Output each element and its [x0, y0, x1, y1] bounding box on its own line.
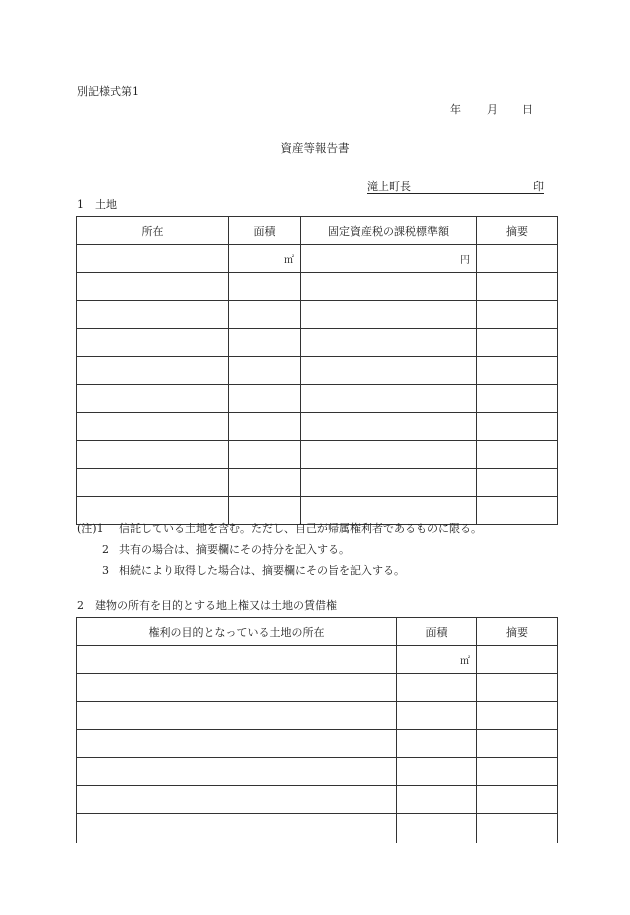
leasehold-section-heading: 2 建物の所有を目的とする地上権又は土地の賃借権	[77, 599, 337, 612]
land-location-cell[interactable]	[77, 758, 397, 786]
remarks-cell[interactable]	[477, 329, 558, 357]
tax-base-cell[interactable]	[301, 385, 477, 413]
area-cell[interactable]	[397, 814, 477, 843]
location-cell[interactable]	[77, 497, 229, 525]
area-unit-label: ㎡	[284, 255, 294, 266]
location-cell[interactable]	[77, 441, 229, 469]
tax-base-cell[interactable]	[301, 329, 477, 357]
remarks-cell[interactable]	[477, 730, 558, 758]
land-location-cell[interactable]	[77, 702, 397, 730]
remarks-cell[interactable]	[477, 441, 558, 469]
note-number: (注)1	[77, 522, 104, 535]
table-row	[77, 329, 558, 357]
remarks-cell[interactable]	[477, 273, 558, 301]
land-location-cell[interactable]	[77, 786, 397, 814]
table-row	[77, 469, 558, 497]
land-location-cell[interactable]	[77, 646, 397, 674]
area-cell[interactable]	[229, 441, 301, 469]
remarks-cell[interactable]	[477, 646, 558, 674]
land-location-cell[interactable]	[77, 730, 397, 758]
remarks-cell[interactable]	[477, 758, 558, 786]
note-text: 共有の場合は、摘要欄にその持分を記入する。	[119, 543, 350, 556]
column-header-location: 所在	[77, 217, 229, 245]
table-row	[77, 786, 558, 814]
table-row	[77, 758, 558, 786]
table-row	[77, 357, 558, 385]
location-cell[interactable]	[77, 413, 229, 441]
column-header-remarks: 摘要	[477, 618, 558, 646]
remarks-cell[interactable]	[477, 413, 558, 441]
remarks-cell[interactable]	[477, 357, 558, 385]
leasehold-table	[76, 617, 558, 843]
area-cell[interactable]	[397, 702, 477, 730]
yen-unit-label: 円	[460, 255, 470, 266]
note-text: 相続により取得した場合は、摘要欄にその旨を記入する。	[119, 564, 405, 577]
area-cell[interactable]	[397, 730, 477, 758]
table-row	[77, 273, 558, 301]
column-header-remarks: 摘要	[477, 217, 558, 245]
table-row	[77, 702, 558, 730]
area-cell[interactable]	[229, 497, 301, 525]
land-location-cell[interactable]	[77, 814, 397, 843]
area-cell[interactable]	[229, 413, 301, 441]
remarks-cell[interactable]	[477, 786, 558, 814]
date-month-label: 月	[487, 103, 498, 116]
addressee-line	[367, 181, 544, 194]
table-row	[77, 441, 558, 469]
area-cell[interactable]	[397, 786, 477, 814]
form-number-label: 別記様式第1	[77, 85, 139, 98]
area-cell[interactable]	[397, 674, 477, 702]
area-cell[interactable]	[229, 273, 301, 301]
area-cell[interactable]	[229, 357, 301, 385]
area-cell[interactable]	[229, 469, 301, 497]
table-row	[77, 730, 558, 758]
location-cell[interactable]	[77, 357, 229, 385]
location-cell[interactable]	[77, 273, 229, 301]
land-table-header	[77, 217, 558, 245]
column-header-area: 面積	[229, 217, 301, 245]
area-cell[interactable]	[229, 301, 301, 329]
column-header-tax-base: 固定資産税の課税標準額	[301, 217, 477, 245]
location-cell[interactable]	[77, 301, 229, 329]
area-cell[interactable]	[397, 646, 477, 674]
remarks-cell[interactable]	[477, 245, 558, 273]
tax-base-cell[interactable]	[301, 273, 477, 301]
date-day-label: 日	[522, 103, 533, 116]
land-location-cell[interactable]	[77, 674, 397, 702]
tax-base-cell[interactable]	[301, 357, 477, 385]
area-cell[interactable]	[229, 329, 301, 357]
area-cell[interactable]	[229, 385, 301, 413]
table-row	[77, 413, 558, 441]
table-row	[77, 646, 558, 674]
remarks-cell[interactable]	[477, 674, 558, 702]
note-number: 3	[102, 564, 109, 577]
table-row	[77, 385, 558, 413]
table-row	[77, 814, 558, 843]
tax-base-cell[interactable]	[301, 469, 477, 497]
tax-base-cell[interactable]	[301, 497, 477, 525]
leasehold-table-header	[77, 618, 558, 646]
remarks-cell[interactable]	[477, 469, 558, 497]
remarks-cell[interactable]	[477, 385, 558, 413]
table-row	[77, 301, 558, 329]
tax-base-cell[interactable]	[301, 301, 477, 329]
tax-base-cell[interactable]	[301, 245, 477, 273]
area-cell[interactable]	[397, 758, 477, 786]
land-table	[76, 216, 558, 525]
note-number: 2	[102, 543, 109, 556]
remarks-cell[interactable]	[477, 497, 558, 525]
area-cell[interactable]	[229, 245, 301, 273]
location-cell[interactable]	[77, 469, 229, 497]
column-header-area: 面積	[397, 618, 477, 646]
document-title: 資産等報告書	[280, 141, 350, 155]
column-header-land-location: 権利の目的となっている土地の所在	[77, 618, 397, 646]
table-row	[77, 674, 558, 702]
table-row	[77, 497, 558, 525]
tax-base-cell[interactable]	[301, 441, 477, 469]
land-section-heading: 1 土地	[77, 198, 117, 211]
seal-mark: 印	[533, 180, 544, 193]
area-unit-label: ㎡	[460, 656, 470, 667]
table-row	[77, 245, 558, 273]
location-cell[interactable]	[77, 245, 229, 273]
addressee-name: 滝上町長	[367, 180, 411, 193]
location-cell[interactable]	[77, 385, 229, 413]
date-year-label: 年	[450, 103, 461, 116]
remarks-cell[interactable]	[477, 301, 558, 329]
note-text: 信託している土地を含む。ただし、自己が帰属権利者であるものに限る。	[119, 522, 482, 535]
tax-base-cell[interactable]	[301, 413, 477, 441]
remarks-cell[interactable]	[477, 702, 558, 730]
remarks-cell[interactable]	[477, 814, 558, 843]
location-cell[interactable]	[77, 329, 229, 357]
